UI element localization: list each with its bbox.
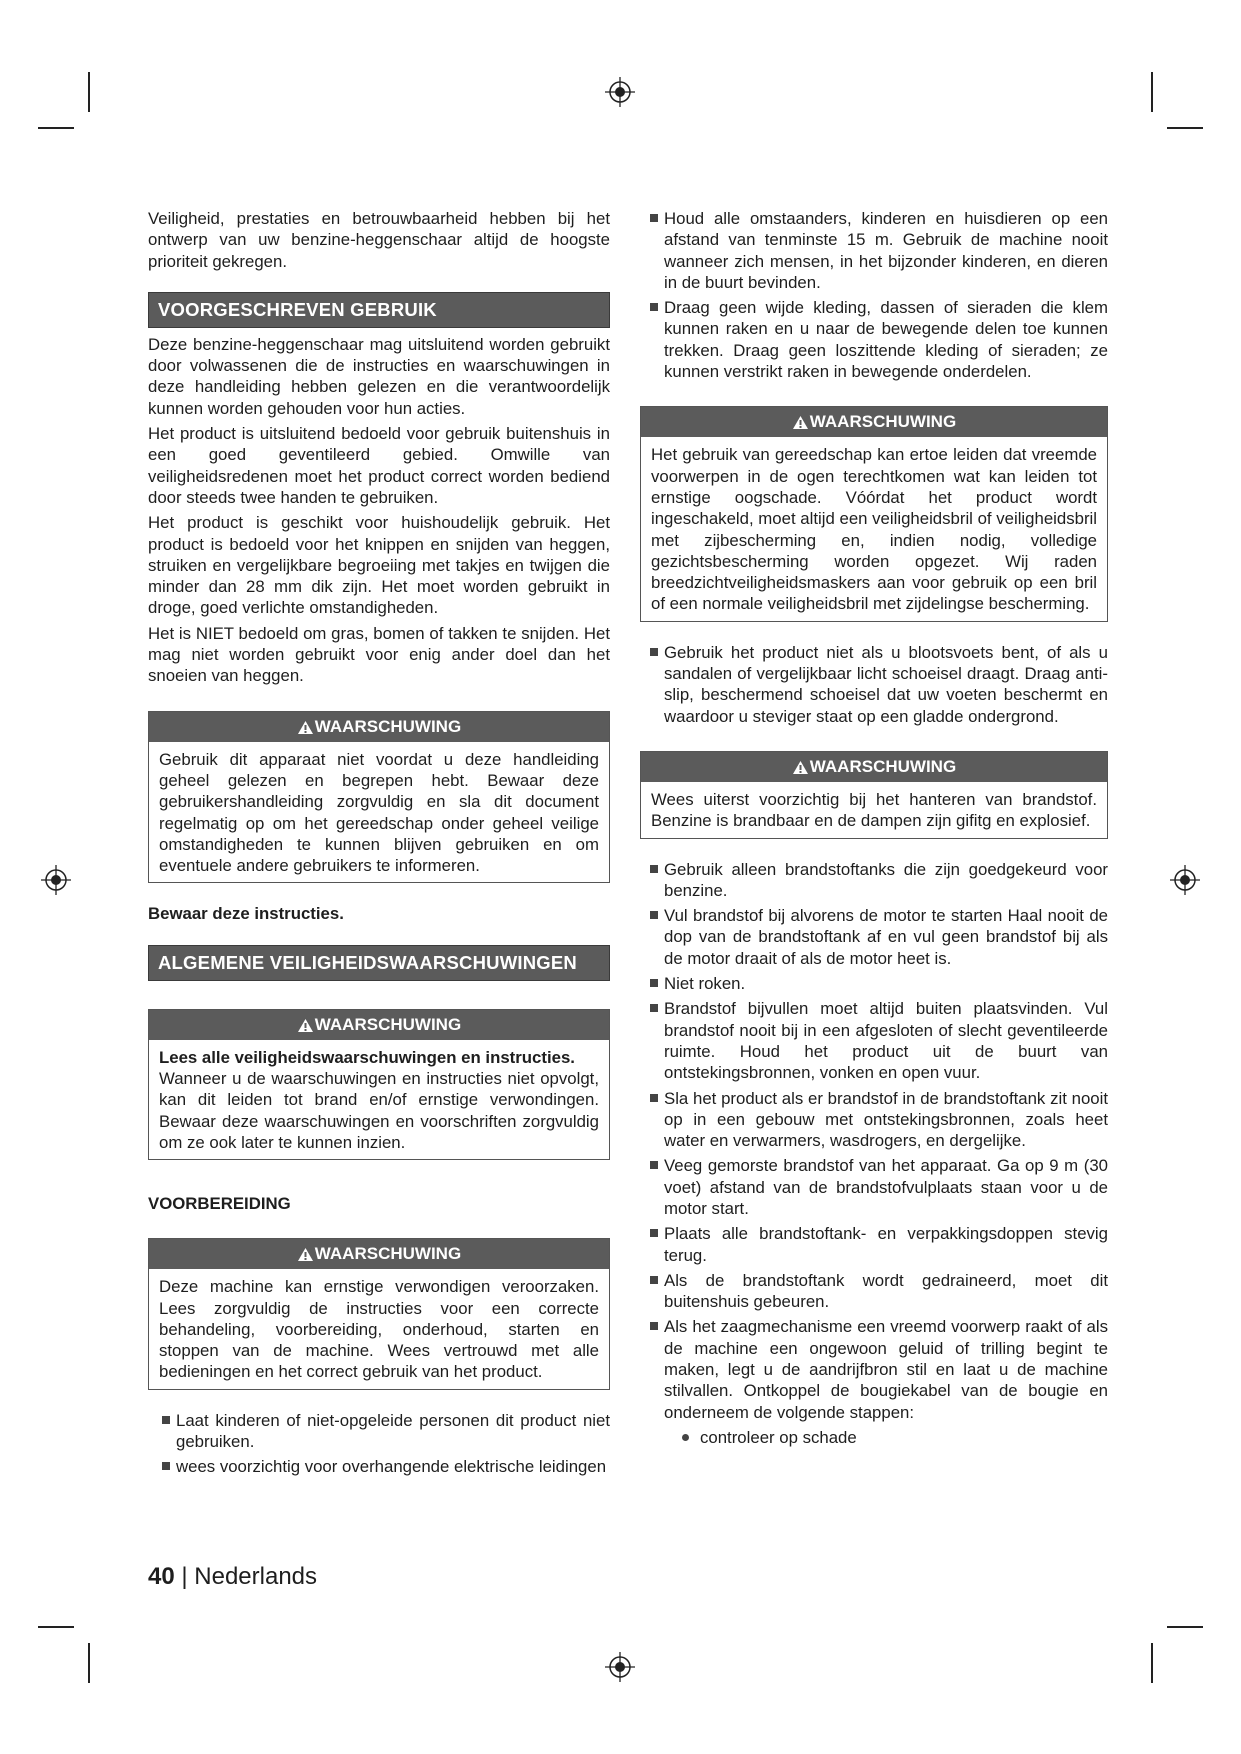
list-item: Gebruik het product niet als u blootsvoets bent, of als u sandalen of vergelijkbaar licht schoeisel draagt. Draag anti-slip, beschermend schoeisel dat uw voeten beschermt en waardoor u steviger staat op een gladde ondergrond. <box>652 642 1108 727</box>
warning-box <box>148 711 610 884</box>
registration-mark-icon <box>1170 865 1200 895</box>
crop-mark <box>88 1643 90 1683</box>
crop-mark <box>1151 72 1153 112</box>
left-column <box>148 208 610 1482</box>
registration-mark-icon <box>41 865 71 895</box>
warning-title: WAARSCHUWING <box>314 1244 462 1264</box>
sub-bullet-list <box>682 1427 1108 1448</box>
intro-paragraph: Veiligheid, prestaties en betrouwbaarheid hebben bij het ontwerp van uw benzine-heggenschaar altijd de hoogste prioriteit gekregen. <box>148 209 610 271</box>
crop-mark <box>1151 1643 1153 1683</box>
bullet-list <box>164 1410 610 1478</box>
list-item: Plaats alle brandstoftank- en verpakkingsdoppen stevig terug. <box>652 1223 1108 1266</box>
list-item: Als het zaagmechanisme een vreemd voorwerp raakt of als de machine een ongewoon geluid of trilling begint te maken, legt u de aandrijfbron stil en laat u de machine stilvallen. Ontkoppel de bougiekabel van de bougie en onderneem de volgende stappen: <box>652 1316 1108 1422</box>
crop-mark <box>88 72 90 112</box>
warning-title: WAARSCHUWING <box>809 756 957 776</box>
list-item: Vul brandstof bij alvorens de motor te starten Haal nooit de dop van de brandstoftank af en vul geen brandstof bij als de motor draait of als de motor heet is. <box>652 905 1108 969</box>
warning-text: Wees uiterst voorzichtig bij het hanteren van brandstof. Benzine is brandbaar en de dampen zijn gifitg en explosief. <box>651 789 1097 831</box>
page-footer <box>148 1563 317 1591</box>
warning-text: Het gebruik van gereedschap kan ertoe leiden dat vreemde voorwerpen in de ogen terechtkomen wat kan leiden tot ernstige oogschade. Vóórdat het product wordt ingeschakeld, moet altijd een veiligheidsbril of veiligheidsbril met zijbescherming en, indien nodig, volledige gezichtsbescherming worden opgezet. Wij raden breedzichtveiligheidsmaskers aan voor gebruik op een bril of een normale veiligheidsbril met zijdelingse bescherming. <box>651 445 1097 614</box>
paragraph: Het is NIET bedoeld om gras, bomen of takken te snijden. Het mag niet worden gebruikt voor enig ander doel dan het snoeien van heggen. <box>148 623 610 686</box>
bullet-list <box>652 208 1108 382</box>
warning-hand-icon <box>297 720 314 735</box>
warning-header <box>641 407 1107 437</box>
footer-language: Nederlands <box>194 1563 318 1590</box>
list-item: Houd alle omstaanders, kinderen en huisdieren op een afstand van tenminste 15 m. Gebruik de machine nooit wanneer zich mensen, in het bijzonder kinderen, en dieren in de buurt bevinden. <box>652 208 1108 293</box>
warning-header <box>149 712 609 742</box>
warning-hand-icon <box>792 760 809 775</box>
section-heading-general-safety: ALGEMENE VEILIGHEIDSWAARSCHUWINGEN <box>148 945 610 981</box>
keep-instructions: Bewaar deze instructies. <box>148 904 344 924</box>
section-heading-intended-use: VOORGESCHREVEN GEBRUIK <box>148 292 610 328</box>
list-item: Gebruik alleen brandstoftanks die zijn goedgekeurd voor benzine. <box>652 859 1108 902</box>
warning-hand-icon <box>297 1247 314 1262</box>
warning-bold-text: Lees alle veiligheidswaarschuwingen en instructies. <box>159 1047 575 1067</box>
warning-title: WAARSCHUWING <box>314 1014 462 1034</box>
warning-title: WAARSCHUWING <box>809 412 957 432</box>
registration-mark-icon <box>605 1652 635 1682</box>
registration-mark-icon <box>605 77 635 107</box>
warning-box <box>640 406 1108 621</box>
warning-text: Wanneer u de waarschuwingen en instructies niet opvolgt, kan dit leiden tot brand en/of ernstige verwondingen. Bewaar deze waarschuwingen en voorschriften zorgvuldig om ze ook later te kunnen inzien. <box>159 1069 599 1152</box>
crop-mark <box>38 127 74 129</box>
list-item: Veeg gemorste brandstof van het apparaat. Ga op 9 m (30 voet) afstand van de brandstofvulplaats staan voor u de motor start. <box>652 1155 1108 1219</box>
list-item: Brandstof bijvullen moet altijd buiten plaatsvinden. Vul brandstof nooit bij in een afgesloten of slecht geventileerde ruimte. Houd het product uit de buurt van ontstekingsbronnen, vonken en open vuur. <box>652 998 1108 1083</box>
crop-mark <box>1167 1626 1203 1628</box>
paragraph: Deze benzine-heggenschaar mag uitsluitend worden gebruikt door volwassenen die de instructies en waarschuwingen in deze handleiding hebben gelezen en die verantwoordelijk kunnen worden gehouden voor hun acties. <box>148 334 610 418</box>
bullet-list <box>652 642 1108 727</box>
list-item: wees voorzichtig voor overhangende elektrische leidingen <box>164 1456 610 1477</box>
paragraph: Het product is uitsluitend bedoeld voor gebruik buitenshuis in een goed geventileerd gebied. Omwille van veiligheidsredenen moet het product correct worden bediend door steeds twee handen te gebruiken. <box>148 424 610 507</box>
warning-hand-icon <box>792 415 809 430</box>
warning-hand-icon <box>297 1018 314 1033</box>
crop-mark <box>38 1626 74 1628</box>
page-number: 40 <box>148 1563 175 1590</box>
warning-title: WAARSCHUWING <box>314 716 462 736</box>
warning-text: Deze machine kan ernstige verwondigen veroorzaken. Lees zorgvuldig de instructies voor een correcte behandeling, voorbereiding, onderhoud, starten en stoppen van de machine. Wees vertrouwd met alle bedieningen en het correct gebruik van het product. <box>159 1277 599 1382</box>
list-item: controleer op schade <box>682 1427 1108 1448</box>
list-item: Laat kinderen of niet-opgeleide personen dit product niet gebruiken. <box>164 1410 610 1453</box>
list-item: Draag geen wijde kleding, dassen of sieraden die klem kunnen raken en u naar de bewegende delen toe kunnen trekken. Draag geen loszittende kleding of sieraden; ze kunnen verstrikt raken in bewegende onderdelen. <box>652 297 1108 382</box>
warning-header <box>149 1010 609 1040</box>
warning-box <box>148 1009 610 1160</box>
warning-box <box>640 751 1108 839</box>
bullet-list <box>652 859 1108 1423</box>
list-item: Sla het product als er brandstof in de brandstoftank zit nooit op in een gebouw met ontstekingsbronnen, zoals heet water en verwarmers, wasdrogers, en dergelijke. <box>652 1088 1108 1152</box>
crop-mark <box>1167 127 1203 129</box>
warning-header <box>149 1239 609 1269</box>
warning-header <box>641 752 1107 782</box>
right-column <box>652 208 1108 1448</box>
list-item: Als de brandstoftank wordt gedraineerd, moet dit buitenshuis gebeuren. <box>652 1270 1108 1313</box>
warning-text: Gebruik dit apparaat niet voordat u deze handleiding geheel gelezen en begrepen hebt. Bewaar deze gebruikershandleiding zorgvuldig en sla dit document regelmatig op om het gereedschap onder geheel veilige omstandigheden te kunnen blijven gebruiken en om eventuele andere gebruikers te informeren. <box>159 749 599 876</box>
list-item: Niet roken. <box>652 973 1108 994</box>
warning-box <box>148 1238 610 1389</box>
paragraph: Het product is geschikt voor huishoudelijk gebruik. Het product is bedoeld voor het knippen en snijden van heggen, struiken en vergelijkbare begroeiing met takjes en twijgen die minder dan 28 mm dik zijn. Het moet worden gebruikt in droge, goed verlichte omstandigheden. <box>148 513 610 618</box>
preparation-heading: VOORBEREIDING <box>148 1194 291 1214</box>
footer-separator: | <box>181 1563 188 1590</box>
